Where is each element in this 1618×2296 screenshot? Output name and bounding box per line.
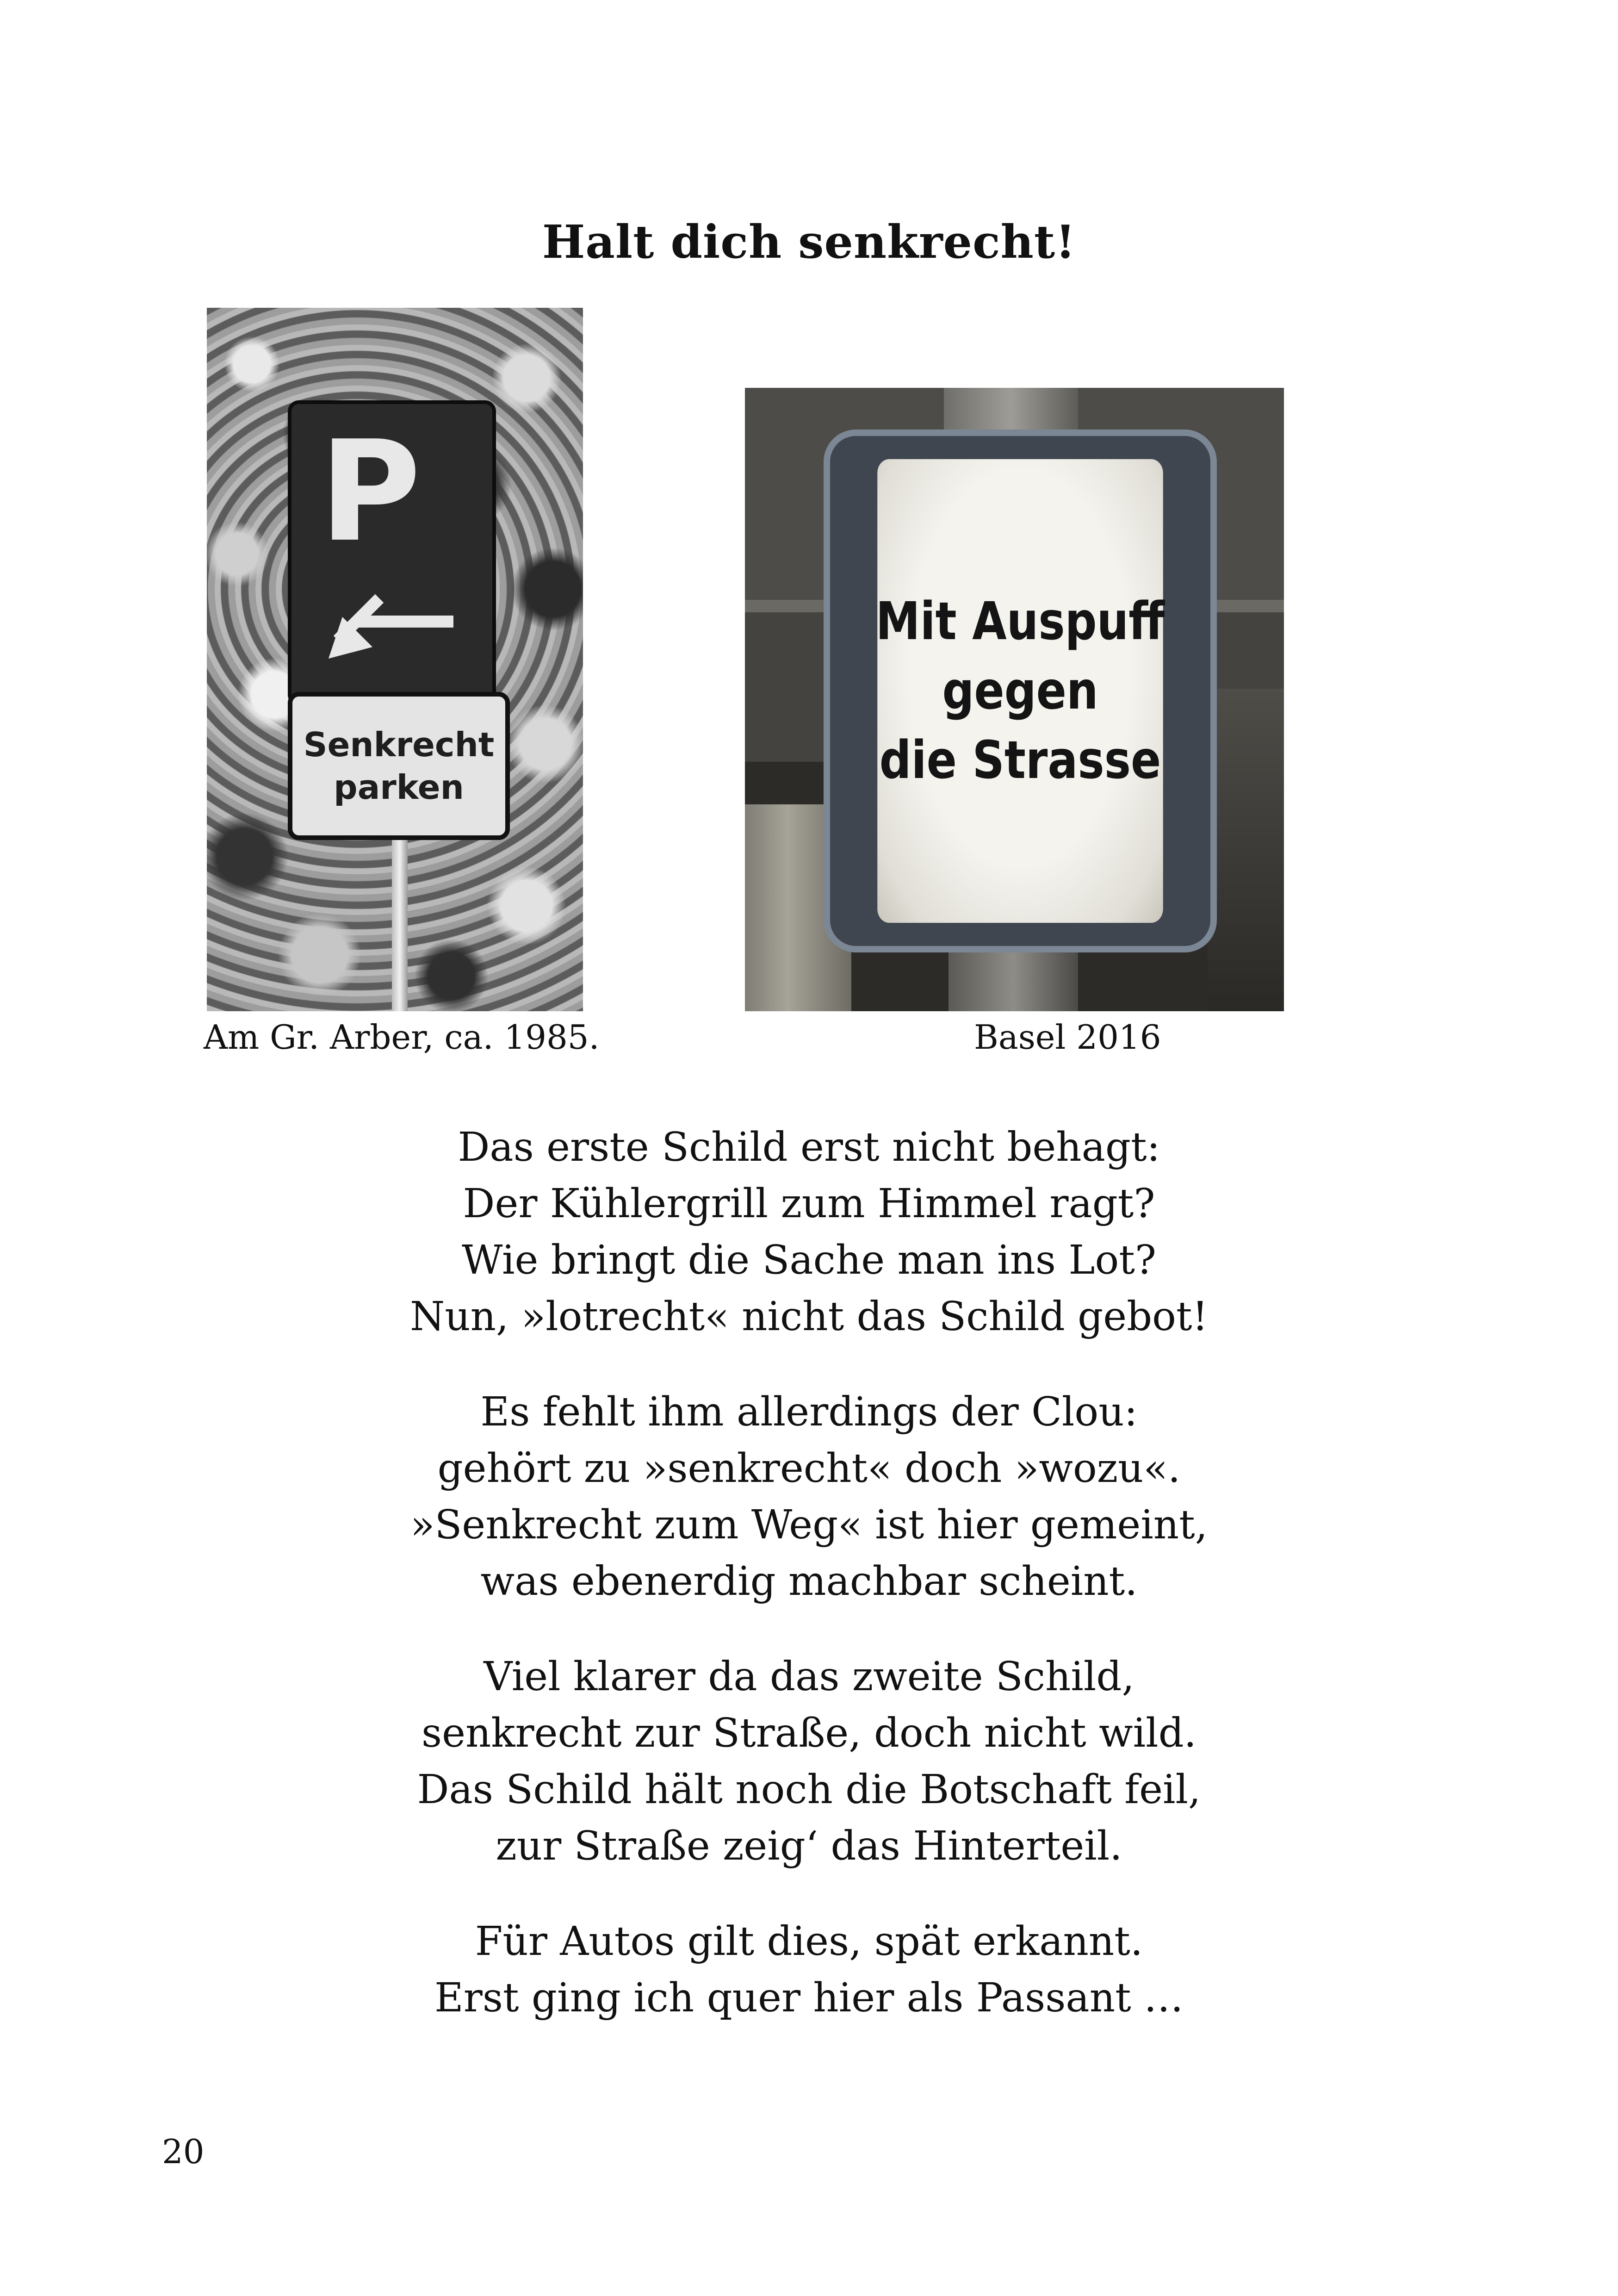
poem-line: Wie bringt die Sache man ins Lot? — [462, 1237, 1156, 1283]
page-number: 20 — [162, 2132, 205, 2171]
sub-sign-line: Senkrecht — [303, 725, 495, 764]
poem-line: gehört zu »senkrecht« doch »wozu«. — [437, 1445, 1181, 1492]
stanza — [0, 1384, 1618, 1610]
poem-line: Das erste Schild erst nicht behagt: — [458, 1124, 1160, 1170]
auspuff-sign-frame — [824, 429, 1217, 952]
arrow-left-icon — [329, 589, 458, 663]
parking-p-letter: P — [319, 411, 421, 572]
poem-line: »Senkrecht zum Weg« ist hier gemeint, — [410, 1502, 1208, 1548]
poem-line: Viel klarer da das zweite Schild, — [484, 1654, 1134, 1700]
poem-line: senkrecht zur Straße, doch nicht wild. — [421, 1710, 1197, 1756]
auspuff-sign-line: Mit Auspuff — [875, 591, 1165, 652]
sign-pole — [392, 835, 408, 1011]
photo-auspuff-sign — [745, 388, 1284, 1011]
auspuff-sign-line: gegen — [942, 661, 1098, 721]
auspuff-sign-line: die Strasse — [879, 730, 1161, 790]
stanza — [0, 1649, 1618, 1874]
senkrecht-parken-sign — [288, 692, 510, 840]
stanza — [0, 1119, 1618, 1345]
poem — [0, 1119, 1618, 2065]
caption-right-photo: Basel 2016 — [974, 1018, 1161, 1057]
auspuff-sign — [877, 459, 1163, 923]
poem-line: Der Kühlergrill zum Himmel ragt? — [463, 1181, 1155, 1227]
caption-left-photo: Am Gr. Arber, ca. 1985. — [204, 1018, 600, 1057]
poem-line: zur Straße zeig‘ das Hinterteil. — [496, 1823, 1122, 1869]
poem-line: Für Autos gilt dies, spät erkannt. — [475, 1918, 1143, 1965]
sign-post — [948, 948, 1078, 1011]
photo-parking-sign — [207, 308, 583, 1011]
page-title: Halt dich senkrecht! — [542, 215, 1076, 269]
sub-sign-line: parken — [334, 768, 464, 807]
poem-line: Es fehlt ihm allerdings der Clou: — [480, 1389, 1138, 1435]
poem-line: Das Schild hält noch die Botschaft feil, — [417, 1767, 1201, 1813]
poem-line: Erst ging ich quer hier als Passant … — [434, 1975, 1184, 2021]
stanza — [0, 1913, 1618, 2026]
poem-line: Nun, »lotrecht« nicht das Schild gebot! — [409, 1294, 1209, 1340]
wall-panel — [1208, 689, 1284, 1011]
parking-sign — [288, 400, 496, 706]
poem-line: was ebenerdig machbar scheint. — [480, 1558, 1138, 1605]
